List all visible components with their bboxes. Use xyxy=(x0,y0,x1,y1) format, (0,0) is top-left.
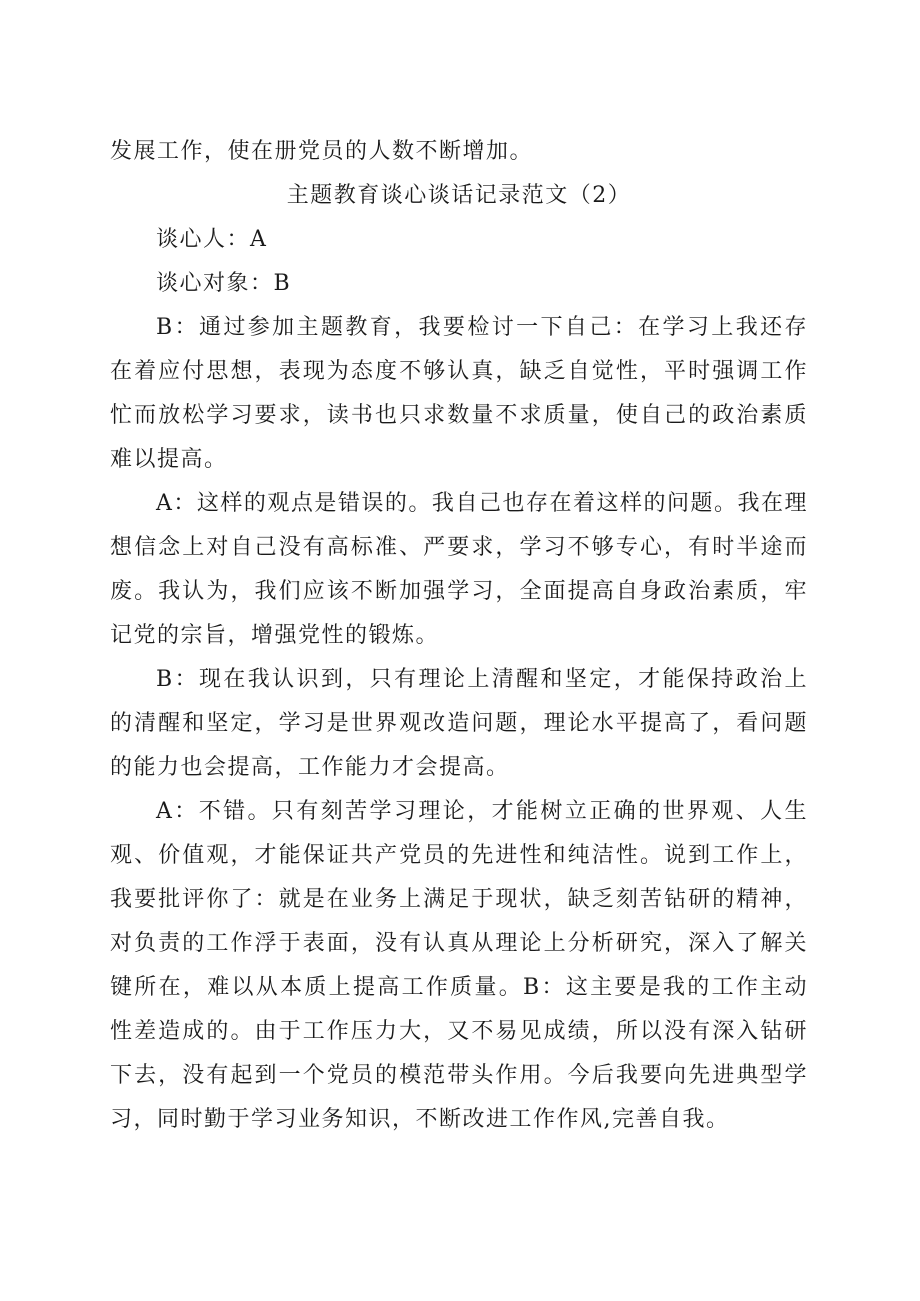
target-line: 谈心对象：B xyxy=(156,271,292,296)
paragraph-a-2: A：不错。只有刻苦学习理论，才能树立正确的世界观、人生观、价值观，才能保证共产党员的先进性和纯洁性。说到工作上，我要批评你了：就是在业务上满足于现状，缺乏刻苦钻研的精神，对负责的工作浮于表面，没有认真从理论上分析研究，深入了解关键所在，难以从本质上提高工作质量。B：这主要是我的工作主动性差造成的。由于工作压力大，又不易见成绩，所以没有深入钻研下去，没有起到一个党员的模范带头作用。今后我要向先进典型学习，同时勤于学习业务知识，不断改进工作作风,完善自我。 xyxy=(110,799,808,1132)
lead-line: 发展工作，使在册党员的人数不断增加。 xyxy=(110,139,534,164)
paragraph-a-1: A：这样的观点是错误的。我自己也存在着这样的问题。我在理想信念上对自己没有高标准、严要求，学习不够专心，有时半途而废。我认为，我们应该不断加强学习，全面提高自身政治素质，牢记党的宗旨，增强党性的锻炼。 xyxy=(110,491,808,648)
document-page xyxy=(110,130,808,1142)
paragraph-b-1: B：通过参加主题教育，我要检讨一下自己：在学习上我还存在着应付思想，表现为态度不够认真，缺乏自觉性，平时强调工作忙而放松学习要求，读书也只求数量不求质量，使自己的政治素质难以提高。 xyxy=(110,315,808,472)
speaker-line: 谈心人：A xyxy=(156,227,268,252)
section-title: 主题教育谈心谈话记录范文（2） xyxy=(286,183,632,208)
paragraph-b-2: B：现在我认识到，只有理论上清醒和坚定，才能保持政治上的清醒和坚定，学习是世界观改造问题，理论水平提高了，看问题的能力也会提高，工作能力才会提高。 xyxy=(110,667,808,780)
